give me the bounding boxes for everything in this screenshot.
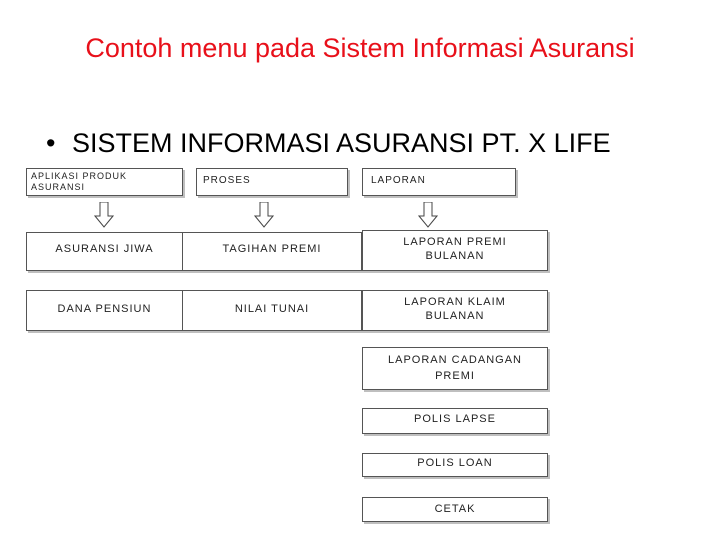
menu-laporan-klaim-bulanan[interactable]: LAPORAN KLAIM BULANAN — [362, 290, 548, 331]
menu-proses[interactable]: PROSES — [196, 168, 348, 196]
menu-laporan-cadangan-premi[interactable]: LAPORAN CADANGAN PREMI — [362, 347, 548, 390]
menu-polis-lapse[interactable]: POLIS LAPSE — [362, 408, 548, 434]
menu-tagihan-premi[interactable]: TAGIHAN PREMI — [182, 232, 362, 271]
bullet-marker: • — [46, 128, 56, 158]
menu-asuransi-jiwa[interactable]: ASURANSI JIWA — [26, 232, 183, 271]
slide-title: Contoh menu pada Sistem Informasi Asuransi — [85, 33, 635, 63]
menu-polis-loan[interactable]: POLIS LOAN — [362, 453, 548, 477]
arrow-down-icon — [418, 202, 438, 228]
menu-dana-pensiun[interactable]: DANA PENSIUN — [26, 290, 183, 331]
menu-cetak[interactable]: CETAK — [362, 497, 548, 522]
bullet-item — [46, 127, 686, 167]
menu-aplikasi-produk-asuransi[interactable]: APLIKASI PRODUK ASURANSI — [26, 168, 183, 196]
menu-laporan[interactable]: LAPORAN — [362, 168, 516, 196]
arrow-down-icon — [254, 202, 274, 228]
menu-nilai-tunai[interactable]: NILAI TUNAI — [182, 290, 362, 331]
arrow-down-icon — [94, 202, 114, 228]
bullet-text: SISTEM INFORMASI ASURANSI PT. X LIFE — [72, 128, 611, 158]
menu-laporan-premi-bulanan[interactable]: LAPORAN PREMI BULANAN — [362, 230, 548, 271]
